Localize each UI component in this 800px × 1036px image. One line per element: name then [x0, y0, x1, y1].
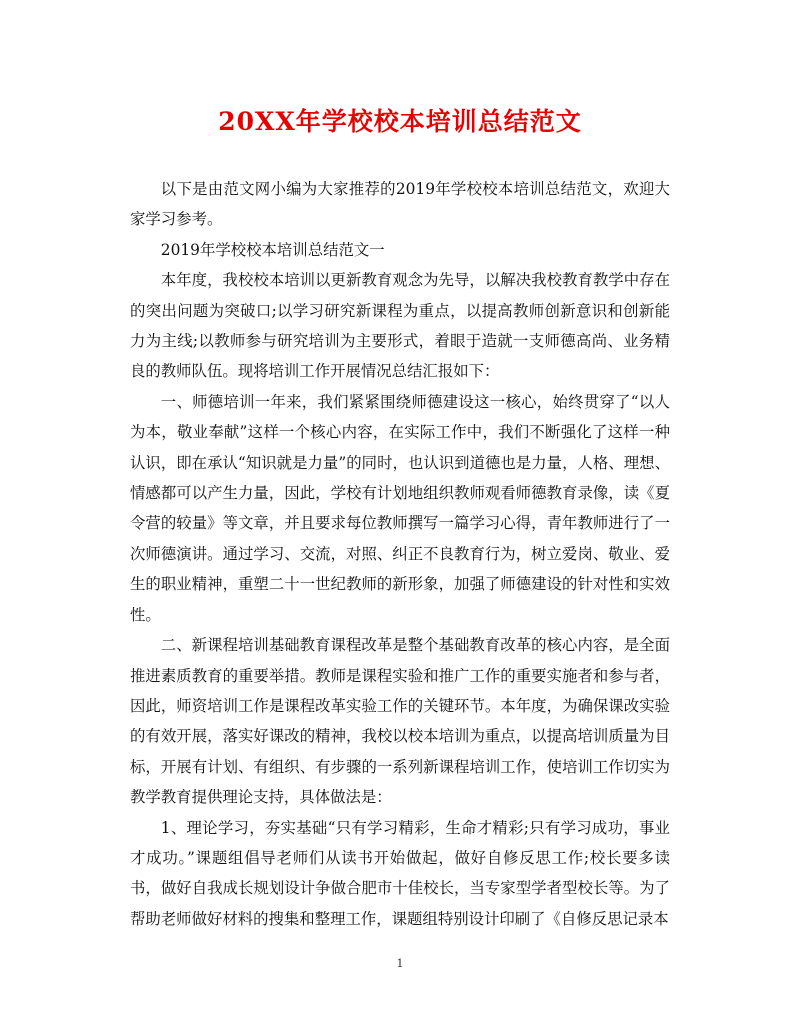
paragraph-overview: 本年度，我校校本培训以更新教育观念为先导，以解决我校教育教学中存在的突出问题为突破口;以学习研究新课程为重点，以提高教师创新意识和创新能力为主线;以教师参与研究培训为主要形式，着眼于造就一支师德高尚、业务精良的教师队伍。现将培训工作开展情况总结汇报如下： [130, 271, 670, 381]
paragraph-heading: 2019年学校校本培训总结范文一 [160, 240, 385, 259]
paragraph-intro: 以下是由范文网小编为大家推荐的2019年学校校本培训总结范文，欢迎大家学习参考。 [130, 180, 670, 229]
paragraph-theory-study: 1、理论学习，夯实基础“只有学习精彩，生命才精彩;只有学习成功，事业才成功。”课题组倡导老师们从读书开始做起，做好自修反思工作;校长要多读书，做好自我成长规划设计争做合肥市十佳校长，当专家型学者型校长等。为了帮助老师做好材料的搜集和整理工作，课题组特别设计印刷了《自修反思记录本 [130, 818, 670, 928]
paragraph-curriculum-training: 二、新课程培训基础教育课程改革是整个基础教育改革的核心内容，是全面推进素质教育的重要举措。教师是课程实验和推广工作的重要实施者和参与者，因此，师资培训工作是课程改革实验工作的关键环节。本年度，为确保课改实验的有效开展，落实好课改的精神，我校以校本培训为重点，以提高培训质量为目标，开展有计划、有组织、有步骤的一系列新课程培训工作，使培训工作切实为教学教育提供理论支持，具体做法是： [130, 636, 670, 807]
paragraph-ethics-training: 一、师德培训一年来，我们紧紧围绕师德建设这一核心，始终贯穿了“以人为本，敬业奉献”这样一个核心内容，在实际工作中，我们不断强化了这样一种认识，即在承认“知识就是力量”的同时，也认识到道德也是力量，人格、理想、情感都可以产生力量，因此，学校有计划地组织教师观看师德教育录像，读《夏令营的较量》等文章，并且要求每位教师撰写一篇学习心得，青年教师进行了一次师德演讲。通过学习、交流，对照、纠正不良教育行为，树立爱岗、敬业、爱生的职业精神，重塑二十一世纪教师的新形象，加强了师德建设的针对性和实效性。 [130, 392, 670, 624]
document-title: 20XX年学校校本培训总结范文 [218, 107, 582, 136]
page-number: 1 [396, 957, 404, 970]
document-body [130, 174, 670, 934]
